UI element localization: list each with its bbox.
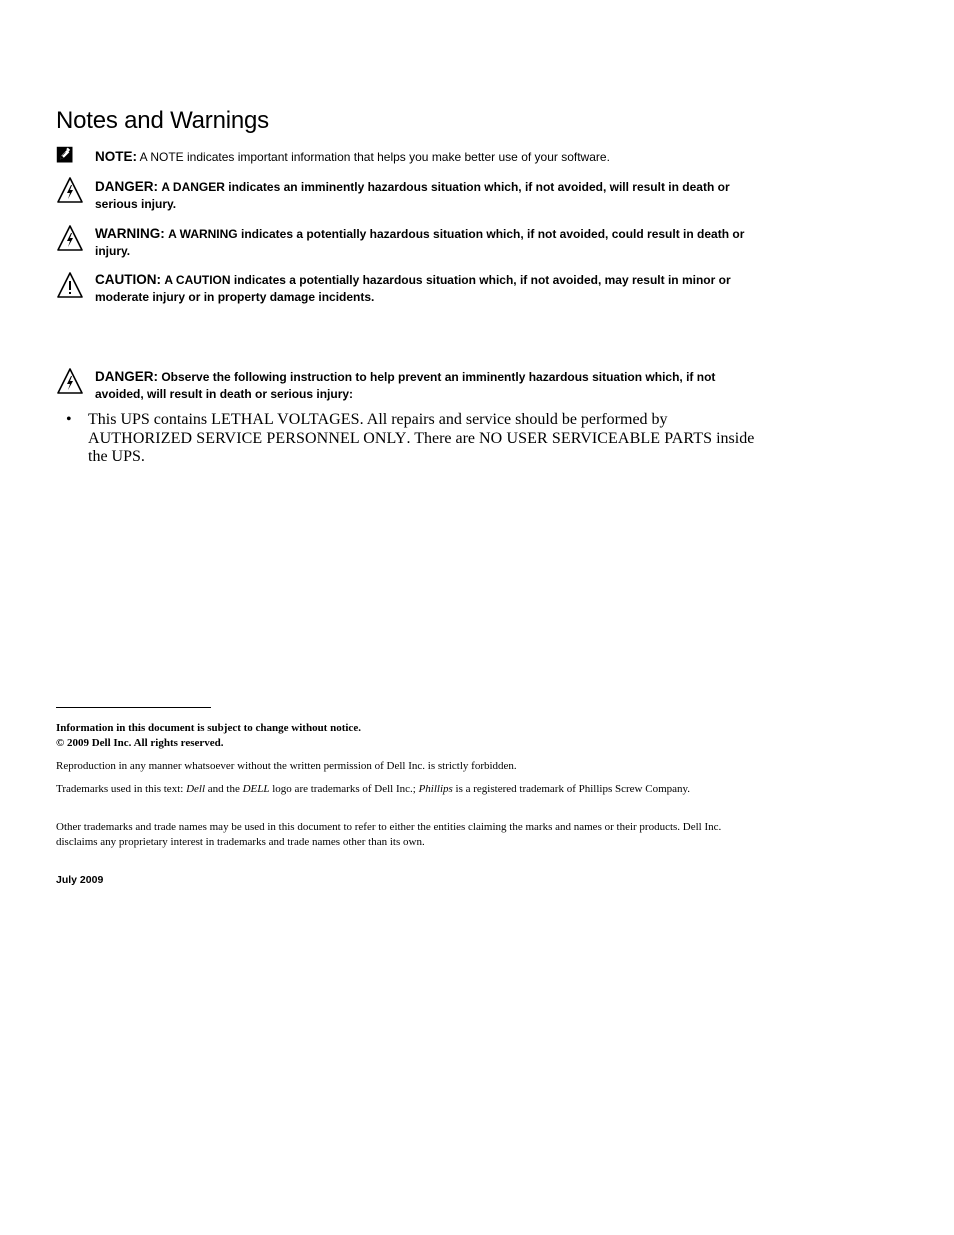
notice-text: Observe the following instruction to help prevent an imminently hazardous situation which, if not avoided, will result in death or serious injury: [95, 370, 716, 401]
trademark-phillips: Phillips [418, 783, 453, 795]
emphasis-lethal-voltages: LETHAL VOLTAGES [211, 411, 360, 428]
danger-electric-icon [56, 176, 84, 204]
trademark-text: logo are trademarks of Dell Inc.; [269, 783, 419, 795]
notice-text: A CAUTION indicates a potentially hazardous situation which, if not avoided, may result in minor or moderate injury or in property damage incidents. [95, 273, 731, 304]
danger-electric-icon [56, 367, 84, 395]
warning-electric-icon [56, 224, 84, 252]
emphasis-authorized-personnel: AUTHORIZED SERVICE PERSONNEL ONLY [88, 429, 407, 447]
bullet-text: . All repairs and service should be performed by [359, 411, 668, 428]
notice-label: NOTE: [95, 149, 137, 164]
bullet-text: . There are [406, 429, 480, 447]
page-title: Notes and Warnings [56, 107, 269, 134]
bullet-marker: • [66, 411, 72, 428]
notice-label: WARNING: [95, 226, 165, 241]
emphasis-no-user-parts: NO USER SERVICEABLE PARTS [479, 429, 713, 447]
trademarks-notice [56, 782, 746, 797]
bullet-text: inside the UPS. [88, 429, 755, 465]
publication-date: July 2009 [56, 874, 104, 886]
change-notice: Information in this document is subject to change without notice. [56, 722, 361, 734]
warning-notice [56, 225, 766, 260]
list-item [56, 411, 756, 467]
other-trademarks-notice: Other trademarks and trade names may be used in this document to refer to either the entities claiming the marks and names or their products. Dell Inc. disclaims any proprietary interest in trademarks and trade names other than its own. [56, 821, 722, 848]
trademark-text: is a registered trademark of Phillips Screw Company. [452, 783, 691, 795]
copyright: © 2009 Dell Inc. All rights reserved. [56, 737, 224, 749]
danger-notice [56, 178, 766, 213]
instruction-list [56, 411, 756, 467]
notice-text: A NOTE indicates important information that helps you make better use of your software. [139, 150, 610, 164]
notice-text: A DANGER indicates an imminently hazardous situation which, if not avoided, will result in death or serious injury. [95, 180, 730, 211]
caution-notice [56, 271, 766, 306]
notice-text: A WARNING indicates a potentially hazardous situation which, if not avoided, could result in death or injury. [95, 227, 745, 258]
footer-divider [56, 707, 211, 708]
reproduction-notice: Reproduction in any manner whatsoever without the written permission of Dell Inc. is strictly forbidden. [56, 760, 517, 772]
trademark-text: Trademarks used in this text: [56, 783, 187, 795]
trademark-text: and the [205, 783, 243, 795]
notice-label: CAUTION: [95, 272, 161, 287]
caution-exclamation-icon [56, 271, 84, 299]
notice-label: DANGER: [95, 179, 158, 194]
notice-label: DANGER: [95, 369, 158, 384]
trademark-dell-logo: DELL [242, 783, 270, 795]
trademark-dell: Dell [186, 783, 206, 795]
danger-instruction-notice [56, 368, 746, 403]
bullet-text: This UPS contains [88, 411, 212, 428]
note-notice [56, 148, 766, 166]
note-pencil-icon [56, 146, 78, 168]
